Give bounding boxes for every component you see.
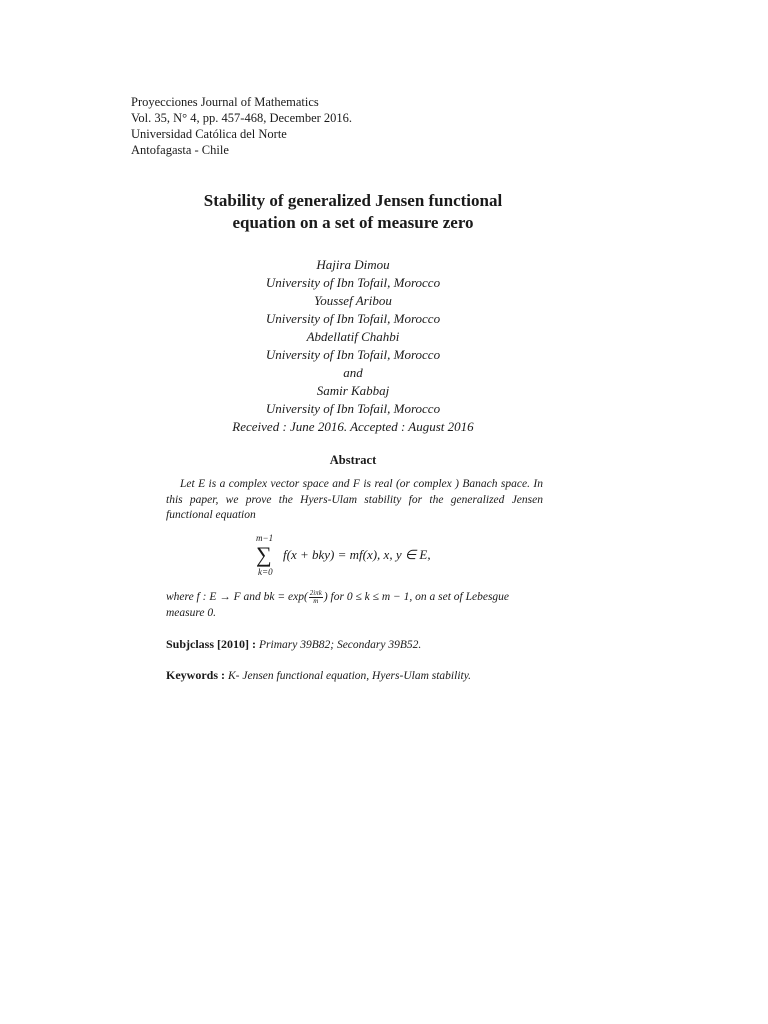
journal-location: Antofagasta - Chile (131, 143, 229, 157)
subjclass-label: Subjclass [2010] : (166, 637, 257, 651)
fraction (309, 590, 323, 605)
subject-classification (166, 637, 421, 652)
journal-volume: Vol. 35, N° 4, pp. 457-468, December 2016. (131, 111, 353, 125)
author-name: Abdellatif Chahbi (306, 329, 400, 344)
sum-lower-limit: k=0 (258, 567, 273, 577)
author-affiliation: University of Ibn Tofail, Morocco (265, 275, 441, 290)
abstract-body (166, 477, 543, 524)
keywords-label: Keywords : (166, 668, 225, 682)
author-name: Hajira Dimou (316, 257, 390, 272)
fraction-numerator: 2iπk (309, 589, 322, 597)
author-conjunction: and (343, 365, 363, 380)
journal-name: Proyecciones Journal of Mathematics (131, 95, 319, 109)
paper-title (0, 190, 706, 234)
author-name: Youssef Aribou (314, 293, 392, 308)
author-affiliation: University of Ibn Tofail, Morocco (265, 311, 441, 326)
keywords (166, 668, 471, 683)
journal-university: Universidad Católica del Norte (131, 127, 287, 141)
where-text-start: where f : E → F and bk = exp( (166, 591, 308, 604)
author-affiliation: University of Ibn Tofail, Morocco (265, 347, 441, 362)
fraction-denominator: m (313, 597, 319, 605)
equation-body: f(x + bky) = mf(x), x, y ∈ E, (283, 547, 431, 562)
received-accepted-dates: Received : June 2016. Accepted : August 2016 (232, 419, 474, 434)
where-clause (166, 590, 546, 621)
where-text-end: ) for 0 ≤ k ≤ m − 1, on a set of Lebesgue measure 0. (166, 591, 510, 619)
title-line-2: equation on a set of measure zero (232, 213, 474, 232)
journal-header (131, 94, 352, 158)
author-block (0, 256, 706, 436)
jensen-equation (246, 533, 506, 583)
subjclass-value: Primary 39B82; Secondary 39B52. (259, 639, 422, 651)
sum-upper-limit: m−1 (256, 533, 274, 543)
author-affiliation: University of Ibn Tofail, Morocco (265, 401, 441, 416)
keywords-value: K- Jensen functional equation, Hyers-Ulam stability. (228, 670, 472, 682)
abstract-heading: Abstract (329, 453, 377, 467)
title-line-1: Stability of generalized Jensen functional (203, 191, 503, 210)
author-name: Samir Kabbaj (316, 383, 390, 398)
abstract-text: Let E is a complex vector space and F is real (or complex ) Banach space. In this paper, we prove the Hyers-Ulam stability for the generalized Jensen functional equation (166, 478, 543, 521)
summation-symbol: ∑ (256, 542, 272, 567)
